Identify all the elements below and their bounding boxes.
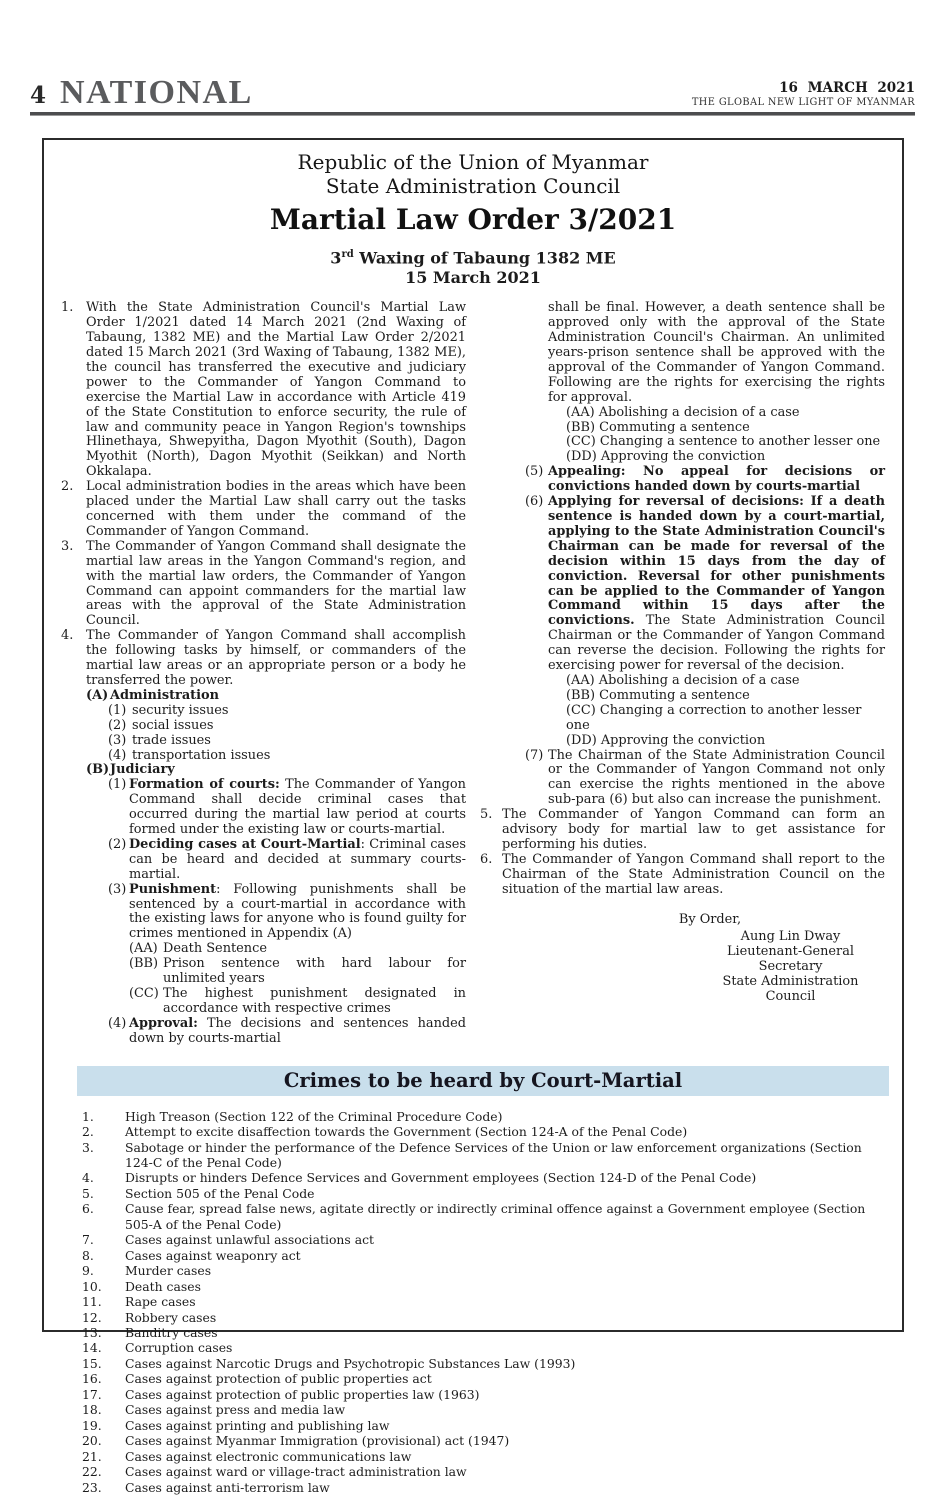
item-body-text: The Commander of Yangon Command shall decide criminal cases that occurred during the martial law period at courts formed under the existing law or courts-martial.	[129, 777, 466, 838]
punishment-item	[129, 957, 466, 987]
item-number: 16.	[82, 1371, 102, 1387]
item-number: 3.	[61, 538, 74, 554]
masthead-left	[30, 76, 253, 110]
crime-item	[82, 1480, 882, 1495]
item-number: 10.	[82, 1278, 102, 1294]
item-text: Cases against Narcotic Drugs and Psychotropic Substances Law (1993)	[125, 1355, 576, 1371]
order-item-5	[480, 808, 885, 853]
item-number: (AA)	[566, 672, 595, 688]
order-article-box	[42, 138, 904, 1495]
item-text: Approving the conviction	[600, 732, 766, 748]
crime-item	[82, 1464, 882, 1479]
judiciary-item-6-reversal	[525, 495, 885, 674]
right-item	[566, 435, 885, 450]
title-council: State Administration Council	[325, 174, 621, 198]
crime-item	[82, 1124, 882, 1139]
item-text: Corruption cases	[125, 1340, 233, 1356]
item-body-text: The decisions and sentences handed down by courts-martial	[129, 1015, 466, 1046]
item-text: social issues	[132, 717, 214, 733]
item-text: Cases against press and media law	[125, 1402, 346, 1418]
crime-item	[82, 1109, 882, 1124]
item-number: 5.	[480, 807, 493, 823]
item-text: The Commander of Yangon Command shall report to the Chairman of the State Administration Council on the situation of the martial law areas.	[502, 851, 885, 897]
item-text: Changing a sentence to another lesser one	[599, 434, 881, 450]
approval-rights-list	[566, 406, 885, 466]
item-number: 22.	[82, 1464, 102, 1480]
crimes-section-heading: Crimes to be heard by Court-Martial	[77, 1066, 889, 1096]
item-number: 4.	[82, 1170, 94, 1186]
item-number: (3)	[108, 732, 127, 748]
item-text: Cases against ward or village-tract administration law	[125, 1464, 467, 1480]
item-text: Rape cases	[125, 1294, 196, 1310]
right-item	[566, 704, 885, 734]
item-number: 1.	[61, 300, 74, 316]
administration-list	[86, 704, 466, 764]
item-number: (7)	[525, 747, 544, 763]
item-number: 6.	[480, 851, 493, 867]
crime-item	[82, 1433, 882, 1448]
item-number: (1)	[108, 777, 127, 793]
item-number: (CC)	[129, 986, 159, 1002]
crime-item	[82, 1170, 882, 1185]
crime-item	[82, 1310, 882, 1325]
column-right	[480, 301, 885, 1046]
order-item-1	[61, 301, 466, 480]
item-number: 14.	[82, 1340, 102, 1356]
item-text: Death Sentence	[163, 941, 267, 957]
right-item	[566, 450, 885, 465]
item-number: (4)	[108, 1015, 127, 1031]
crimes-list	[82, 1109, 882, 1495]
right-item	[566, 421, 885, 436]
item-text: The Commander of Yangon Command can form an advisory body for martial law to get assistance for performing his duties.	[502, 807, 885, 852]
item-text: Approving the conviction	[600, 449, 766, 465]
item-text: Disrupts or hinders Defence Services and Government employees (Section 124-D of the Penal Code)	[125, 1170, 757, 1186]
sub-label: Judiciary	[110, 762, 175, 778]
sub-marker: (B)	[86, 762, 110, 778]
item-number: 13.	[82, 1324, 102, 1340]
item-bold-label: Appealing: No appeal for decisions or convictions handed down by courts-martial	[548, 464, 885, 495]
item-number: (4)	[108, 747, 127, 763]
date-rest: Waxing of Tabaung 1382 ME	[353, 248, 616, 268]
item-number: 19.	[82, 1417, 102, 1433]
judiciary-item-5-appealing	[525, 465, 885, 495]
date-number: 3	[330, 248, 342, 268]
item-number: 5.	[82, 1185, 94, 1201]
order-date-myanmar	[44, 245, 902, 268]
item-number: (2)	[108, 717, 127, 733]
item-text	[129, 1017, 466, 1047]
item-number: 4.	[61, 628, 74, 644]
item-number: 11.	[82, 1294, 102, 1310]
item-text	[129, 838, 466, 883]
item-number: (CC)	[566, 434, 596, 450]
crime-item	[82, 1402, 882, 1417]
item-number: 12.	[82, 1309, 102, 1325]
item-number: (CC)	[566, 702, 596, 718]
judiciary-item-7	[525, 749, 885, 809]
item-text: Cases against protection of public properties law (1963)	[125, 1386, 480, 1402]
item-number: 9.	[82, 1263, 94, 1279]
judiciary-item-4-approval	[86, 1017, 466, 1047]
crime-item	[82, 1279, 882, 1294]
sub-marker: (A)	[86, 687, 109, 703]
order-date-english: 15 March 2021	[405, 268, 541, 288]
item-text: Cases against electronic communications law	[125, 1448, 412, 1464]
by-order-line: By Order,	[678, 911, 742, 927]
item-number: 7.	[82, 1232, 94, 1248]
item-text: High Treason (Section 122 of the Criminal Procedure Code)	[125, 1108, 503, 1124]
item-text: Commuting a sentence	[599, 419, 750, 435]
administration-heading	[86, 689, 466, 704]
item-text: Cases against printing and publishing law	[125, 1417, 390, 1433]
title-country: Republic of the Union of Myanmar	[297, 150, 649, 174]
order-item-6	[480, 853, 885, 898]
item-number: (DD)	[566, 449, 597, 465]
issue-date: 16 MARCH 2021	[779, 80, 915, 96]
order-title: Martial Law Order 3/2021	[269, 203, 677, 236]
item-text	[129, 883, 466, 1017]
item-bold-label: Applying for reversal of decisions: If a death sentence is handed down by a court-martial, applying to the State Administration Council's Chairman can be made for reversal of the decision within 15 days from the day of conviction. Reversal for other punishments can be applied to the Commander of Yangon Command within 15 days after the convictions.	[548, 494, 885, 629]
item-text: Murder cases	[125, 1263, 212, 1279]
item-number: (3)	[108, 881, 127, 897]
newspaper-name: THE GLOBAL NEW LIGHT OF MYANMAR	[691, 97, 915, 108]
item-number: 17.	[82, 1386, 102, 1402]
item-text: Cases against anti-terrorism law	[125, 1479, 330, 1495]
article-title-block	[44, 150, 902, 288]
item-text: The Commander of Yangon Command shall designate the martial law areas in the Yangon Command's region, and with the martial law orders, the Commander of Yangon Command can appoint commanders for the martial law areas with the approval of the State Administration Council.	[86, 538, 466, 629]
header-rule	[30, 112, 915, 116]
item-number: 8.	[82, 1247, 94, 1263]
crime-item	[82, 1418, 882, 1433]
judiciary-item-2	[86, 838, 466, 883]
item-number: 18.	[82, 1402, 102, 1418]
item-number: 23.	[82, 1479, 102, 1495]
item-number: (AA)	[566, 404, 595, 420]
crime-item	[82, 1186, 882, 1201]
order-item-4	[61, 629, 466, 1046]
crime-item	[82, 1371, 882, 1386]
item-bold-label: Formation of courts:	[129, 777, 280, 793]
judiciary-item-3	[86, 883, 466, 1017]
item-number: (1)	[108, 702, 127, 718]
order-item-3	[61, 540, 466, 629]
item-text: security issues	[132, 702, 229, 718]
item-bold-label: Deciding cases at Court-Martial	[129, 836, 361, 852]
masthead	[30, 76, 915, 110]
item-number: 15.	[82, 1355, 102, 1371]
crime-item	[82, 1232, 882, 1247]
item-number: (BB)	[566, 419, 596, 435]
item-text: The Commander of Yangon Command shall accomplish the following tasks by himself, or commanders of the martial law areas or an appropriate person or a body he transferred the power.	[86, 628, 466, 688]
right-item	[566, 674, 885, 689]
item-bold-label: Punishment	[129, 881, 217, 897]
administration-item	[108, 719, 466, 734]
crime-item	[82, 1263, 882, 1278]
crime-item	[82, 1294, 882, 1309]
item-text: With the State Administration Council's Martial Law Order 1/2021 dated 14 March 2021 (2nd Waxing of Tabaung, 1382 ME) and the Martial Law Order 2/2021 dated 15 March 2021 (3rd Waxing of Tabaung, 1382 ME), the council has transferred the executive and judiciary power to the Commander of Yangon Command to exercise the Martial Law in accordance with Article 419 of the State Constitution to enforce security, the rule of law and community peace in Yangon Region's townships Hlinethaya, Shwepyitha, Dagon Myothit (South), Dagon Myothit (North), Dagon Myothit (Seikkan) and North Okkalapa.	[86, 300, 466, 480]
right-item	[566, 689, 885, 704]
crime-item	[82, 1356, 882, 1371]
item-number: (AA)	[129, 941, 158, 957]
item-number: 1.	[82, 1108, 94, 1124]
judiciary-heading	[86, 763, 466, 778]
item-number: 20.	[82, 1433, 102, 1449]
item-number: (BB)	[129, 956, 159, 972]
page-number: 4	[30, 82, 47, 109]
administration-item	[108, 734, 466, 749]
item-text	[129, 778, 466, 838]
crime-item	[82, 1340, 882, 1355]
item-4-body	[86, 629, 466, 1046]
item-text: Banditry cases	[125, 1324, 218, 1340]
item-text: The highest punishment designated in accordance with respective crimes	[163, 986, 466, 1016]
signature-block	[698, 930, 883, 1005]
punishment-item	[129, 987, 466, 1017]
sub-label: Administration	[110, 687, 219, 703]
item-number: (DD)	[566, 732, 597, 748]
item-text: Cases against unlawful associations act	[125, 1232, 375, 1248]
item-text: Death cases	[125, 1278, 201, 1294]
right-item	[566, 406, 885, 421]
crime-item	[82, 1325, 882, 1340]
item-text: Abolishing a decision of a case	[598, 672, 800, 688]
item-text	[548, 465, 885, 495]
item-text	[548, 495, 885, 674]
column-left	[61, 301, 466, 1046]
item-text: Abolishing a decision of a case	[598, 404, 800, 420]
administration-item	[108, 749, 466, 764]
item-text: Prison sentence with hard labour for unlimited years	[163, 956, 466, 987]
item-text: Cause fear, spread false news, agitate directly or indirectly criminal offence against a Government employee (Section 505-A of the Penal Code)	[125, 1201, 866, 1232]
item-text: Cases against protection of public properties act	[125, 1371, 432, 1387]
order-item-2	[61, 480, 466, 540]
section-title: NATIONAL	[60, 74, 253, 111]
crime-item	[82, 1140, 882, 1171]
signature-line: Aung Lin Dway	[740, 929, 841, 945]
article-columns	[44, 301, 902, 1046]
item-number: 21.	[82, 1448, 102, 1464]
punishment-list	[129, 942, 466, 1017]
item-number: (6)	[525, 494, 544, 510]
punishment-item	[129, 942, 466, 957]
item-text: transportation issues	[132, 747, 271, 763]
item-text: Attempt to excite disaffection towards the Government (Section 124-A of the Penal Code)	[125, 1124, 688, 1140]
item-number: 2.	[82, 1124, 94, 1140]
item-number: (BB)	[566, 687, 596, 703]
item-number: 6.	[82, 1201, 94, 1217]
item-body-text: The State Administration Council Chairman or the Commander of Yangon Command can reverse the decision. Following the rights for exercising power for reversal of the decision.	[548, 613, 885, 674]
crime-item	[82, 1201, 882, 1232]
administration-item	[108, 704, 466, 719]
date-ordinal: rd	[341, 249, 354, 260]
item-text: Changing a correction to another lesser one	[566, 702, 862, 733]
crime-item	[82, 1248, 882, 1263]
crime-item	[82, 1387, 882, 1402]
item-number: (2)	[108, 836, 127, 852]
item-text: Sabotage or hinder the performance of the Defence Services of the Union or law enforcement organizations (Section 124-C of the Penal Code)	[125, 1139, 862, 1170]
signature-line: Secretary	[758, 959, 823, 975]
item-text: Local administration bodies in the areas which have been placed under the Martial Law shall carry out the tasks concerned with them under the command of the Commander of Yangon Command.	[86, 479, 466, 539]
right-item	[566, 734, 885, 749]
signature-line: State Administration Council	[722, 974, 859, 1005]
item-body-text: : Following punishments shall be sentenced by a court-martial in accordance with the existing laws for anyone who is found guilty for crimes mentioned in Appendix (A)	[129, 881, 466, 942]
reversal-rights-list	[566, 674, 885, 749]
item-number: 2.	[61, 479, 74, 495]
item-number: 3.	[82, 1139, 94, 1155]
item-text: Robbery cases	[125, 1309, 217, 1325]
item-text: Commuting a sentence	[599, 687, 750, 703]
item-text: Cases against weaponry act	[125, 1247, 301, 1263]
approval-continuation: shall be final. However, a death sentence shall be approved only with the approval of the State Administration Council's Chairman. An unlimited years-prison sentence shall be approved with the approval of the Commander of Yangon Command. Following are the rights for exercising the rights for approval.	[548, 300, 885, 405]
item-number: (5)	[525, 464, 544, 480]
masthead-right	[692, 80, 915, 110]
crime-item	[82, 1449, 882, 1464]
item-text: Section 505 of the Penal Code	[125, 1185, 315, 1201]
item-body-text: : Criminal cases can be heard and decided at summary courts-martial.	[129, 836, 466, 882]
item-text: Cases against Myanmar Immigration (provisional) act (1947)	[125, 1433, 510, 1449]
judiciary-item-1	[86, 778, 466, 838]
item-text: trade issues	[132, 732, 211, 748]
item-bold-label: Approval:	[129, 1015, 198, 1031]
item-text: The Chairman of the State Administration Council or the Commander of Yangon Command not only can exercise the rights mentioned in the above sub-para (6) but also can increase the punishment.	[548, 747, 885, 808]
signature-line: Lieutenant-General	[726, 944, 855, 960]
